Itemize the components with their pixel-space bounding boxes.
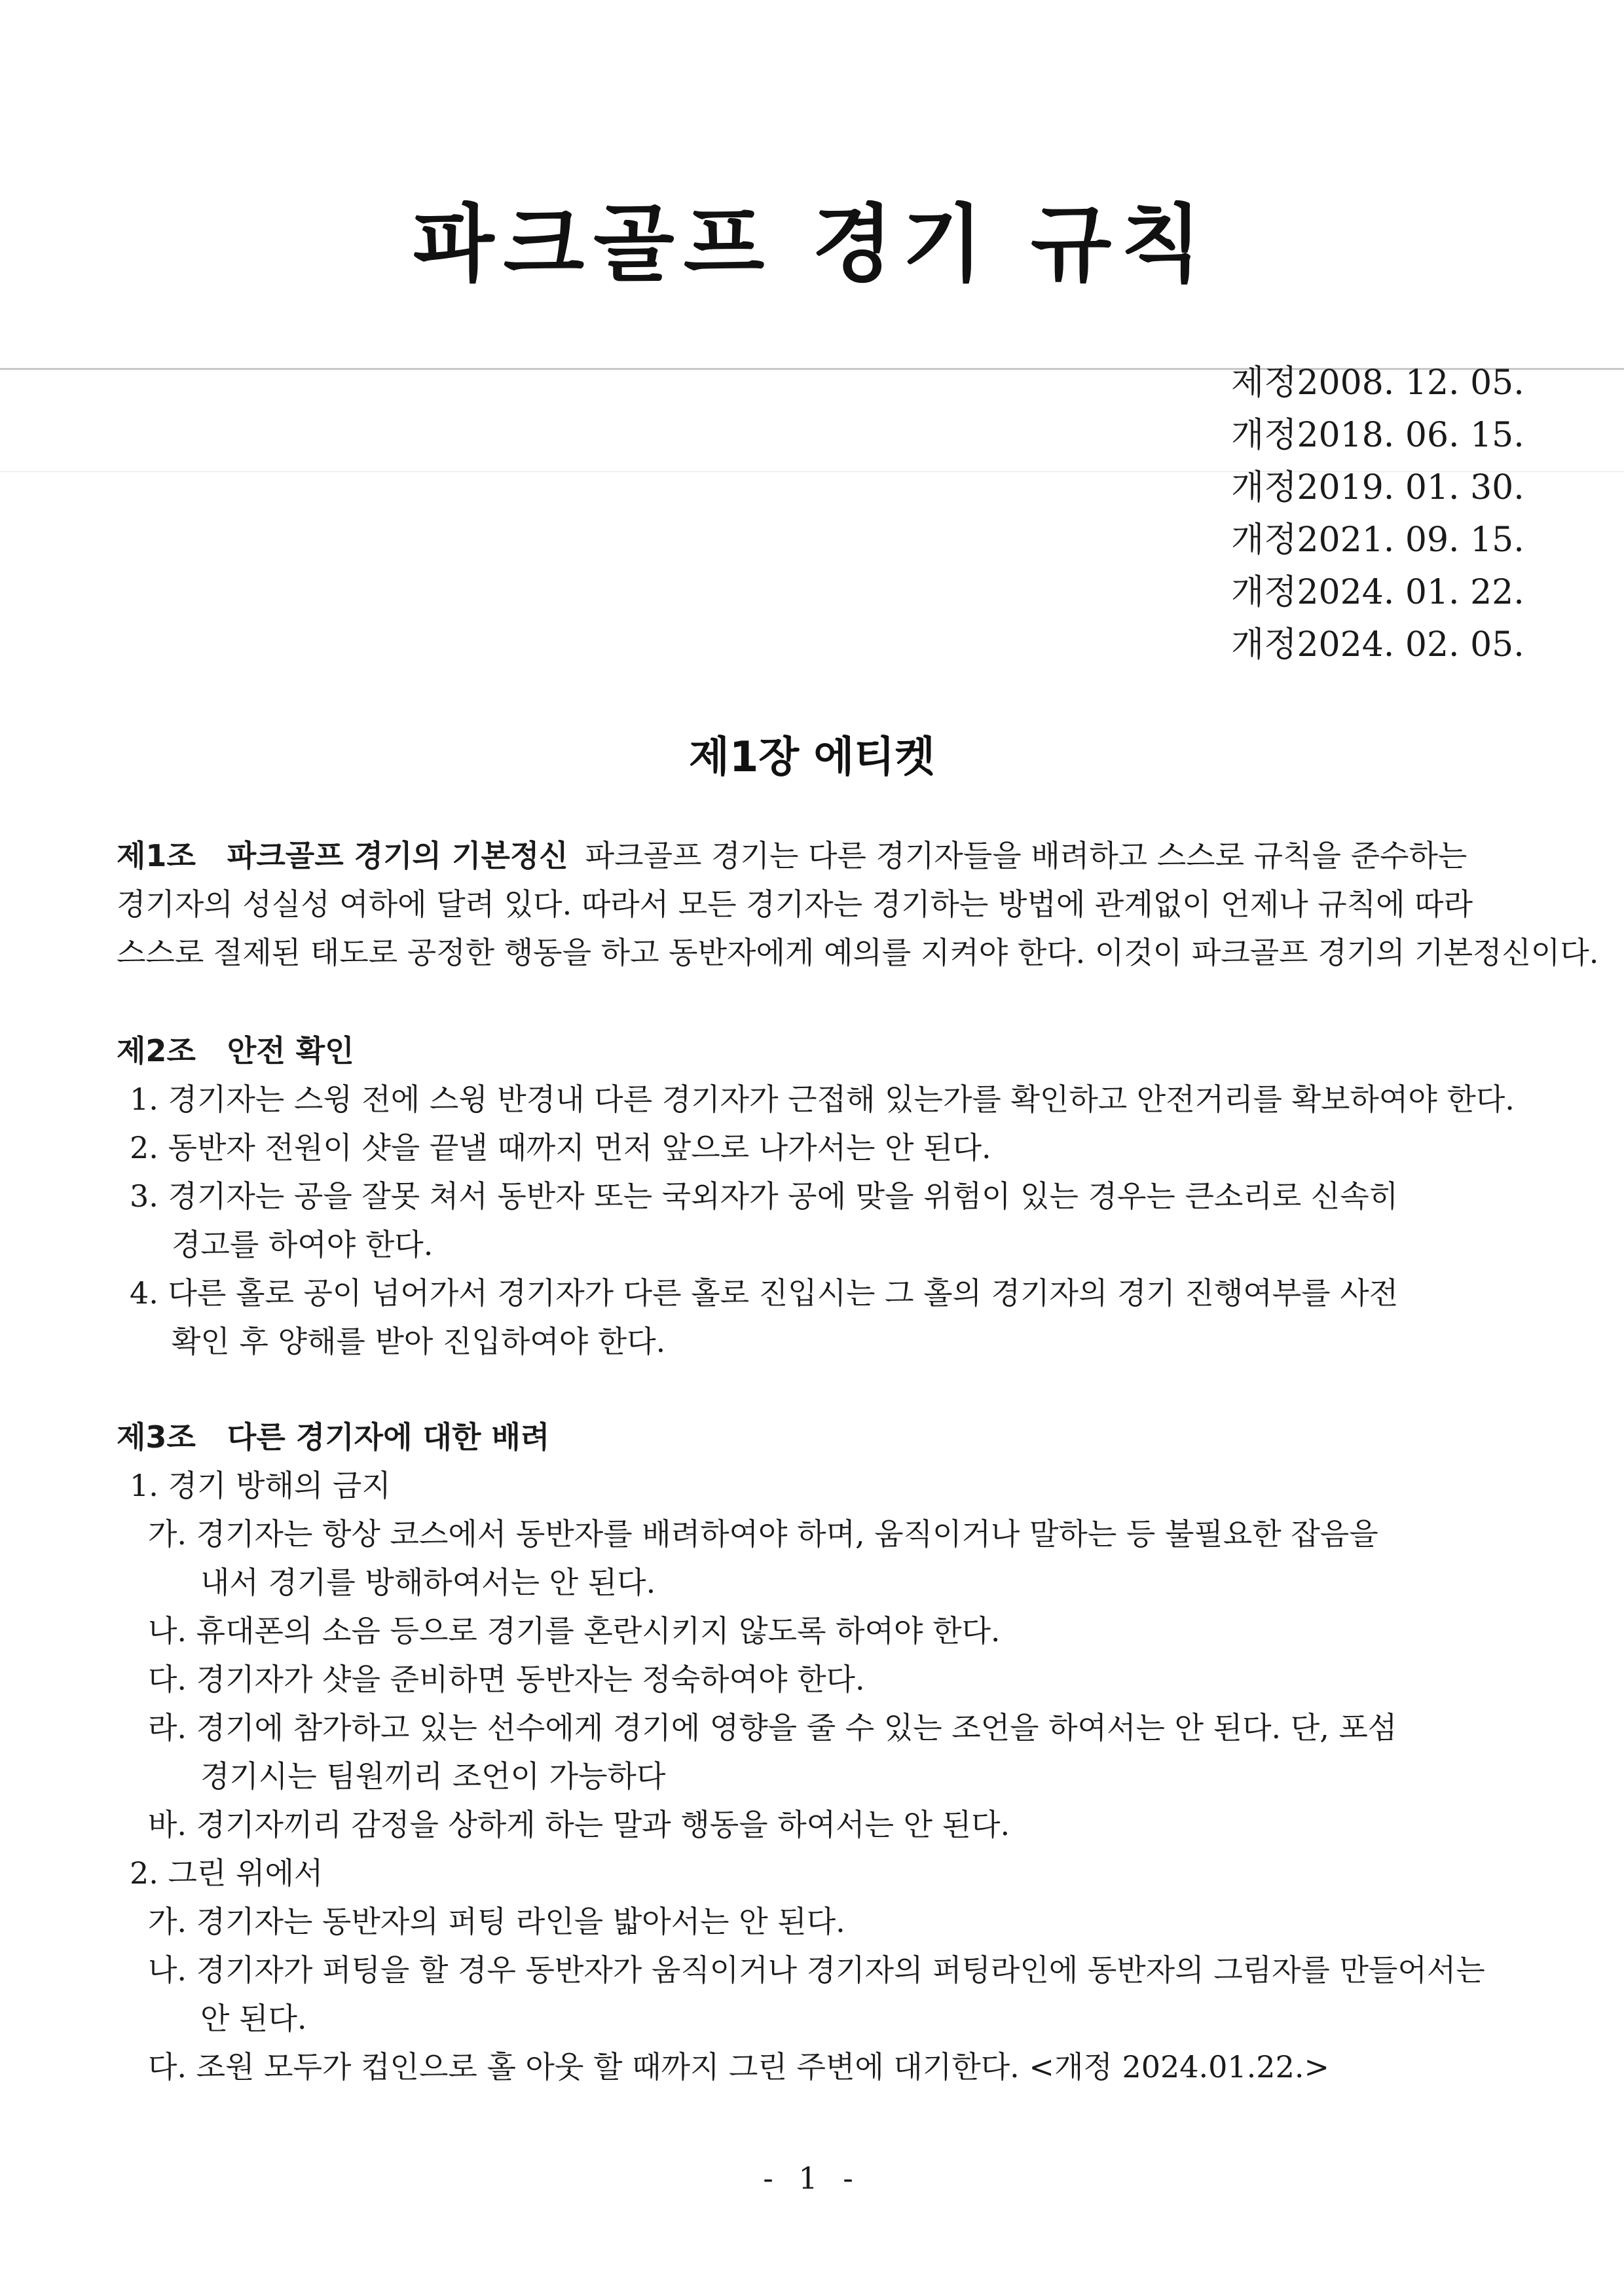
revision-entry [1231, 409, 1524, 462]
article-3-section: 1. 경기 방해의 금지 [130, 1468, 391, 1503]
revision-entry [1231, 566, 1524, 619]
revision-date: 2024. 02. 05. [1297, 625, 1524, 665]
article-2-item: 2. 동반자 전원이 샷을 끝낼 때까지 먼저 앞으로 나가서는 안 된다. [130, 1130, 991, 1165]
revision-label: 개정 [1231, 416, 1297, 455]
revision-date: 2024. 01. 22. [1297, 573, 1524, 612]
article-3-heading: 제3조 다른 경기자에 대한 배려 [117, 1419, 550, 1455]
article-2 [117, 1027, 1515, 1366]
article-3-subitem: 바. 경기자끼리 감정을 상하게 하는 말과 행동을 하여서는 안 된다. [148, 1807, 1010, 1842]
article-2-heading: 제2조 안전 확인 [117, 1033, 354, 1068]
revision-history [1231, 357, 1524, 671]
article-3-subitem: 나. 휴대폰의 소음 등으로 경기를 혼란시키지 않도록 하여야 한다. [148, 1613, 1001, 1649]
article-3-subitem: 다. 경기자가 샷을 준비하면 동반자는 정숙하여야 한다. [148, 1662, 865, 1697]
article-3-subitem-cont: 경기시는 팀원끼리 조언이 가능하다 [200, 1758, 666, 1794]
revision-entry [1231, 357, 1524, 409]
revision-label: 제정 [1231, 363, 1297, 403]
article-3-subitem: 가. 경기자는 동반자의 퍼팅 라인을 밟아서는 안 된다. [148, 1904, 845, 1939]
document-title: 파크골프 경기 규칙 [413, 196, 1211, 293]
article-3-section: 2. 그린 위에서 [130, 1855, 323, 1891]
article-1-text: 스스로 절제된 태도로 공정한 행동을 하고 동반자에게 예의를 지켜야 한다. 이것이 파크골프 경기의 기본정신이다. [117, 935, 1599, 970]
article-3-subitem: 라. 경기에 참가하고 있는 선수에게 경기에 영향을 줄 수 있는 조언을 하여서는 안 된다. 단, 포섬 [148, 1710, 1397, 1745]
article-3-subitem: 나. 경기자가 퍼팅을 할 경우 동반자가 움직이거나 경기자의 퍼팅라인에 동반자의 그림자를 만들어서는 [148, 1952, 1485, 1988]
revision-entry [1231, 619, 1524, 671]
article-1-first-line [117, 831, 1515, 880]
article-2-item-cont: 확인 후 양해를 받아 진입하여야 한다. [172, 1324, 666, 1359]
article-3-subitem: 다. 조원 모두가 컵인으로 홀 아웃 할 때까지 그린 주변에 대기한다. <개정 2024.01.22.> [148, 2049, 1330, 2085]
revision-label: 개정 [1231, 625, 1297, 665]
chapter-heading: 제1장 에티켓 [689, 733, 935, 782]
revision-date: 2019. 01. 30. [1297, 468, 1524, 507]
article-2-item: 3. 경기자는 공을 잘못 쳐서 동반자 또는 국외자가 공에 맞을 위험이 있는 경우는 큰소리로 신속히 [130, 1178, 1399, 1214]
article-2-item: 4. 다른 홀로 공이 넘어가서 경기자가 다른 홀로 진입시는 그 홀의 경기자의 경기 진행여부를 사전 [130, 1275, 1399, 1311]
article-2-item-cont: 경고를 하여야 한다. [172, 1227, 434, 1262]
page-number: - 1 - [763, 2160, 861, 2196]
article-3 [117, 1413, 1515, 2091]
revision-date: 2008. 12. 05. [1297, 363, 1524, 403]
article-1-heading: 제1조 파크골프 경기의 기본정신 [117, 838, 568, 873]
article-1-text: 파크골프 경기는 다른 경기자들을 배려하고 스스로 규칙을 준수하는 [585, 838, 1467, 873]
revision-label: 개정 [1231, 573, 1297, 612]
article-1-text: 경기자의 성실성 여하에 달려 있다. 따라서 모든 경기자는 경기하는 방법에 관계없이 언제나 규칙에 따라 [117, 886, 1473, 922]
revision-date: 2021. 09. 15. [1297, 520, 1524, 560]
article-1 [117, 831, 1599, 977]
revision-entry [1231, 514, 1524, 566]
article-2-item: 1. 경기자는 스윙 전에 스윙 반경내 다른 경기자가 근접해 있는가를 확인하고 안전거리를 확보하여야 한다. [130, 1082, 1515, 1117]
revision-date: 2018. 06. 15. [1297, 416, 1524, 455]
revision-label: 개정 [1231, 520, 1297, 560]
article-3-subitem-cont: 내서 경기를 방해하여서는 안 된다. [200, 1565, 656, 1600]
revision-entry [1231, 462, 1524, 514]
article-3-subitem: 가. 경기자는 항상 코스에서 동반자를 배려하여야 하며, 움직이거나 말하는 등 불필요한 잡음을 [148, 1516, 1378, 1552]
revision-label: 개정 [1231, 468, 1297, 507]
article-3-subitem-cont: 안 된다. [200, 2001, 307, 2036]
